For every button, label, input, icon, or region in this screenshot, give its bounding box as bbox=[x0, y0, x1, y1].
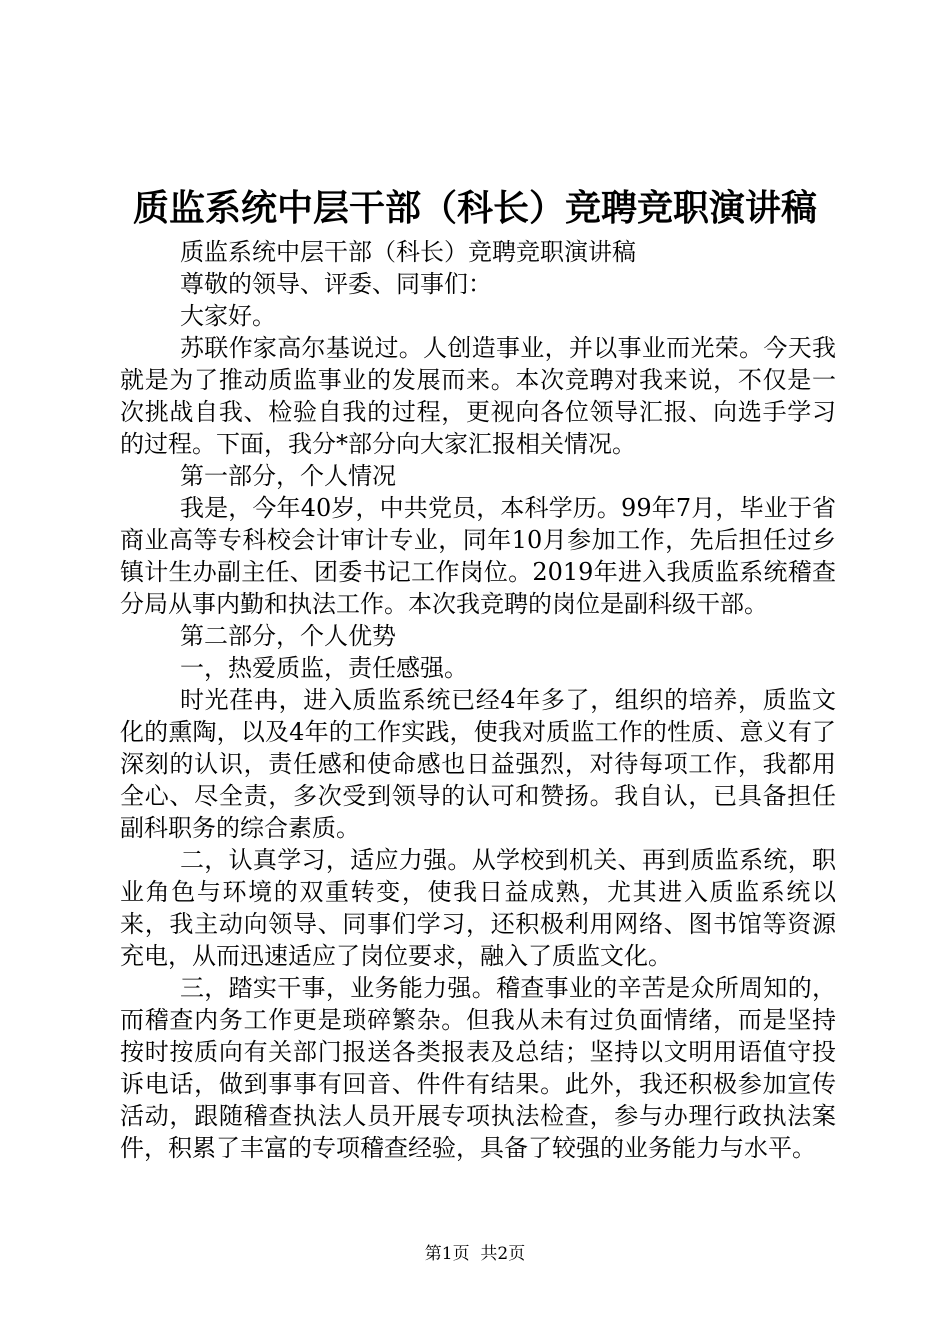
paragraph-personal-info: 我是，今年40岁，中共党员，本科学历。99年7月，毕业于省商业高等专科校会计审计专业，同年10月参加工作，先后担任过乡镇计生办副主任、团委书记工作岗位。2019年进入我质监系统稽查分局从事内勤和执法工作。本次我竞聘的岗位是副科级干部。 bbox=[120, 494, 836, 618]
paragraph-greeting: 大家好。 bbox=[180, 302, 276, 330]
paragraph-point-2: 二，认真学习，适应力强。从学校到机关、再到质监系统，职业角色与环境的双重转变，使我日益成熟，尤其进入质监系统以来，我主动向领导、同事们学习，还积极利用网络、图书馆等资源充电，从而迅速适应了岗位要求，融入了质监文化。 bbox=[120, 846, 836, 970]
paragraph-intro: 苏联作家高尔基说过。人创造事业，并以事业而光荣。今天我就是为了推动质监事业的发展而来。本次竞聘对我来说，不仅是一次挑战自我、检验自我的过程，更视向各位领导汇报、向选手学习的过程。下面，我分*部分向大家汇报相关情况。 bbox=[120, 334, 836, 458]
document-body bbox=[120, 236, 836, 1164]
document-title: 质监系统中层干部（科长）竞聘竞职演讲稿 bbox=[132, 187, 817, 229]
paragraph-subtitle: 质监系统中层干部（科长）竞聘竞职演讲稿 bbox=[180, 238, 636, 266]
page-number-footer: 第1页 共2页 bbox=[424, 1244, 526, 1264]
paragraph-salutation: 尊敬的领导、评委、同事们： bbox=[180, 270, 492, 298]
paragraph-section-2-heading: 第二部分，个人优势 bbox=[180, 622, 396, 650]
paragraph-point-1-heading: 一，热爱质监，责任感强。 bbox=[180, 654, 468, 682]
paragraph-section-1-heading: 第一部分，个人情况 bbox=[180, 462, 396, 490]
paragraph-point-3: 三，踏实干事，业务能力强。稽查事业的辛苦是众所周知的，而稽查内务工作更是琐碎繁杂。但我从未有过负面情绪，而是坚持按时按质向有关部门报送各类报表及总结；坚持以文明用语值守投诉电话，做到事事有回音、件件有结果。此外，我还积极参加宣传活动，跟随稽查执法人员开展专项执法检查，参与办理行政执法案件，积累了丰富的专项稽查经验，具备了较强的业务能力与水平。 bbox=[120, 974, 836, 1162]
paragraph-point-1-body: 时光荏冉，进入质监系统已经4年多了，组织的培养，质监文化的熏陶，以及4年的工作实践，使我对质监工作的性质、意义有了深刻的认识，责任感和使命感也日益强烈，对待每项工作，我都用全心、尽全责，多次受到领导的认可和赞扬。我自认，已具备担任副科职务的综合素质。 bbox=[120, 686, 836, 842]
